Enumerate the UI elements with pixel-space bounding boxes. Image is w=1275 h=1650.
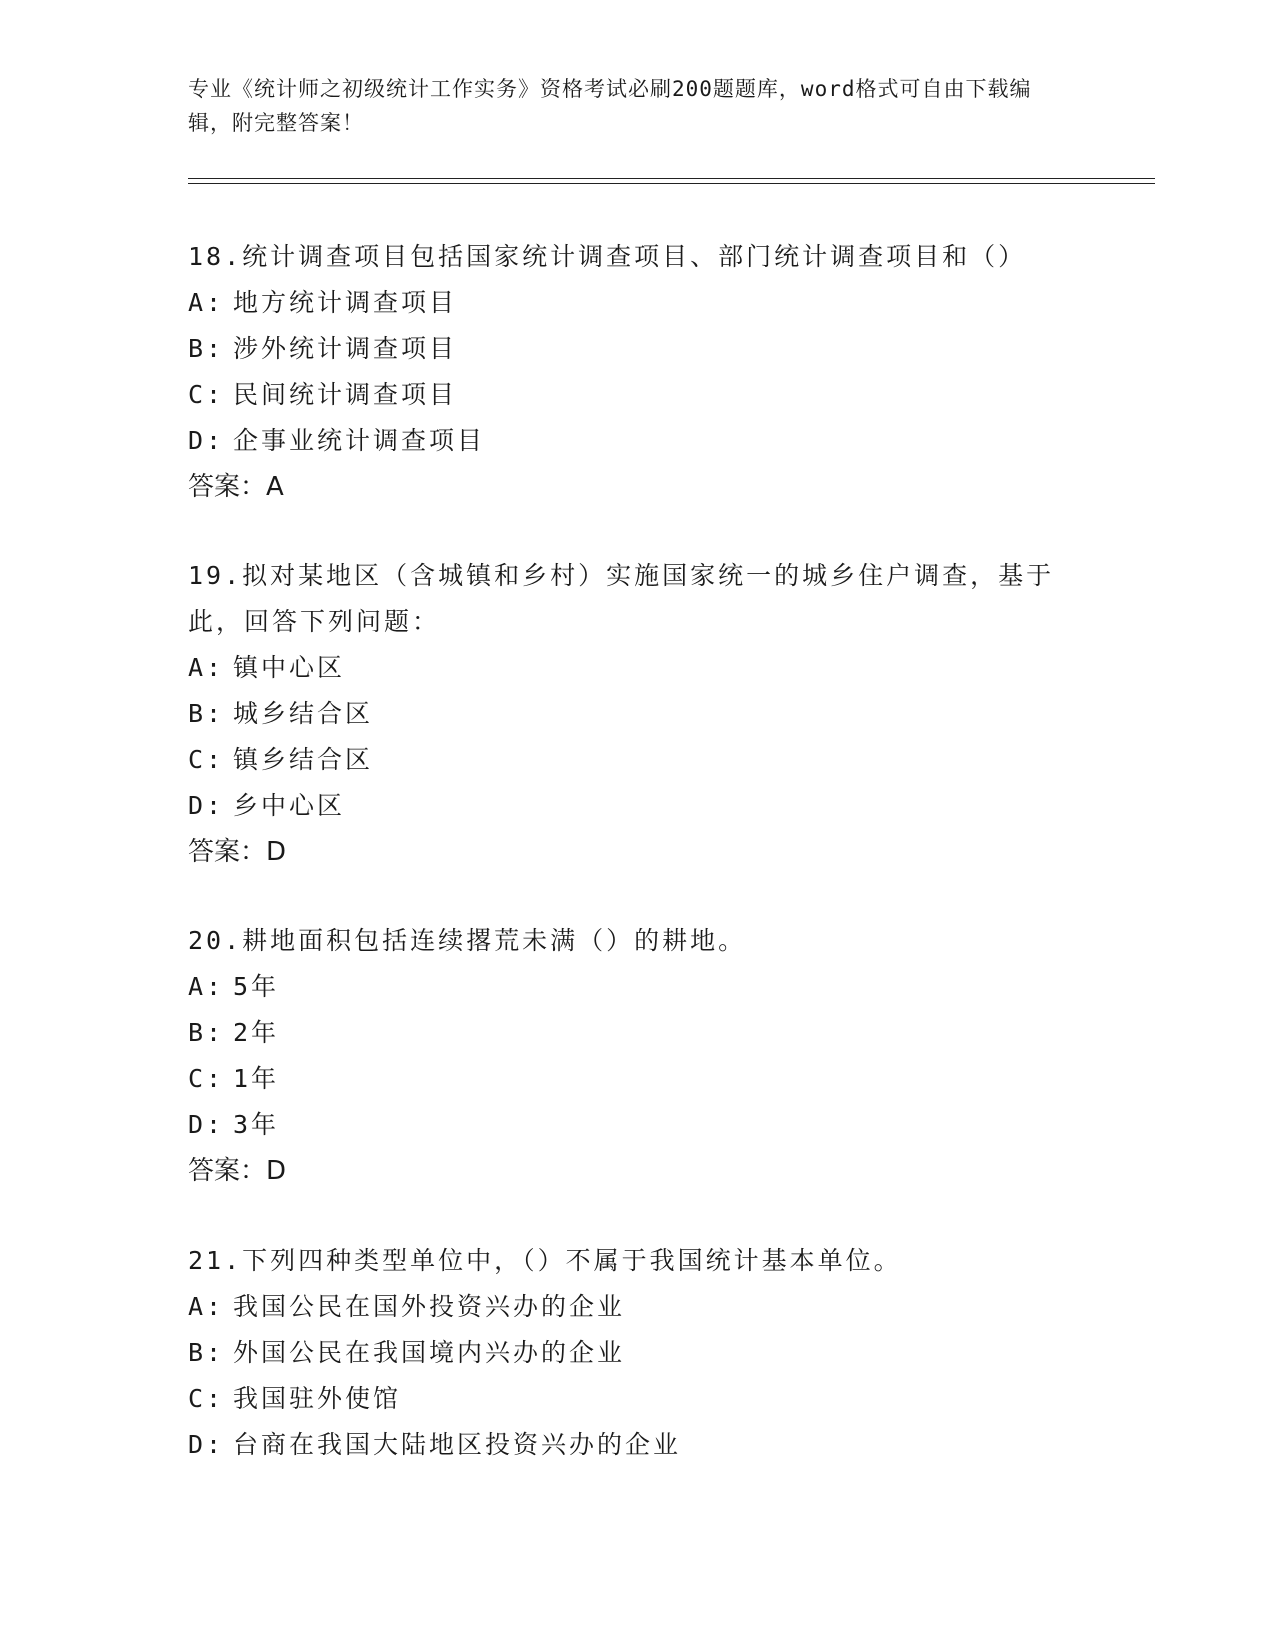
option-text: 民间统计调查项目 bbox=[233, 380, 458, 409]
option-text: 企事业统计调查项目 bbox=[233, 426, 486, 455]
option-d bbox=[188, 1102, 1088, 1148]
option-key: D: bbox=[188, 1430, 225, 1459]
option-key: A: bbox=[188, 1292, 225, 1321]
option-key: C: bbox=[188, 380, 225, 409]
option-key: B: bbox=[188, 1338, 225, 1367]
option-text: 1年 bbox=[233, 1064, 280, 1093]
option-b bbox=[188, 326, 1088, 372]
answer-line: 答案：D bbox=[188, 837, 287, 867]
option-text: 台商在我国大陆地区投资兴办的企业 bbox=[233, 1430, 682, 1459]
option-key: C: bbox=[188, 1064, 225, 1093]
option-c bbox=[188, 1376, 1088, 1422]
option-d bbox=[188, 1422, 1088, 1468]
option-text: 涉外统计调查项目 bbox=[233, 334, 458, 363]
question-18 bbox=[188, 234, 1088, 510]
question-19 bbox=[188, 553, 1088, 875]
option-a bbox=[188, 1284, 1088, 1330]
header-text: 专业《统计师之初级统计工作实务》资格考试必刷200题题库，word格式可自由下载编辑，附完整答案！ bbox=[188, 77, 1032, 135]
answer-line: 答案：A bbox=[188, 472, 284, 502]
question-title: 18.统计调查项目包括国家统计调查项目、部门统计调查项目和（） bbox=[188, 242, 1027, 271]
answer-line: 答案：D bbox=[188, 1156, 287, 1186]
document-header bbox=[188, 72, 1068, 140]
question-title: 20.耕地面积包括连续撂荒未满（）的耕地。 bbox=[188, 926, 747, 955]
option-key: A: bbox=[188, 972, 225, 1001]
option-a bbox=[188, 280, 1088, 326]
header-divider-bottom bbox=[188, 183, 1155, 184]
question-title: 21.下列四种类型单位中，（）不属于我国统计基本单位。 bbox=[188, 1246, 902, 1275]
option-text: 5年 bbox=[233, 972, 280, 1001]
option-text: 外国公民在我国境内兴办的企业 bbox=[233, 1338, 626, 1367]
option-text: 3年 bbox=[233, 1110, 280, 1139]
option-text: 城乡结合区 bbox=[233, 699, 374, 728]
option-b bbox=[188, 691, 1088, 737]
option-key: B: bbox=[188, 1018, 225, 1047]
option-b bbox=[188, 1330, 1088, 1376]
option-a bbox=[188, 964, 1088, 1010]
option-key: D: bbox=[188, 1110, 225, 1139]
option-text: 我国公民在国外投资兴办的企业 bbox=[233, 1292, 626, 1321]
question-21 bbox=[188, 1238, 1088, 1468]
header-divider-top bbox=[188, 178, 1155, 179]
option-key: D: bbox=[188, 791, 225, 820]
option-c bbox=[188, 737, 1088, 783]
option-c bbox=[188, 1056, 1088, 1102]
option-a bbox=[188, 645, 1088, 691]
option-text: 镇中心区 bbox=[233, 653, 346, 682]
option-key: A: bbox=[188, 288, 225, 317]
option-key: C: bbox=[188, 1384, 225, 1413]
option-key: A: bbox=[188, 653, 225, 682]
option-text: 乡中心区 bbox=[233, 791, 346, 820]
question-title: 19.拟对某地区（含城镇和乡村）实施国家统一的城乡住户调查，基于此，回答下列问题： bbox=[188, 561, 1055, 636]
option-key: B: bbox=[188, 334, 225, 363]
option-text: 镇乡结合区 bbox=[233, 745, 374, 774]
option-text: 2年 bbox=[233, 1018, 280, 1047]
option-key: D: bbox=[188, 426, 225, 455]
option-d bbox=[188, 418, 1088, 464]
question-20 bbox=[188, 918, 1088, 1194]
option-c bbox=[188, 372, 1088, 418]
option-key: C: bbox=[188, 745, 225, 774]
option-d bbox=[188, 783, 1088, 829]
option-b bbox=[188, 1010, 1088, 1056]
option-text: 地方统计调查项目 bbox=[233, 288, 458, 317]
option-key: B: bbox=[188, 699, 225, 728]
option-text: 我国驻外使馆 bbox=[233, 1384, 402, 1413]
